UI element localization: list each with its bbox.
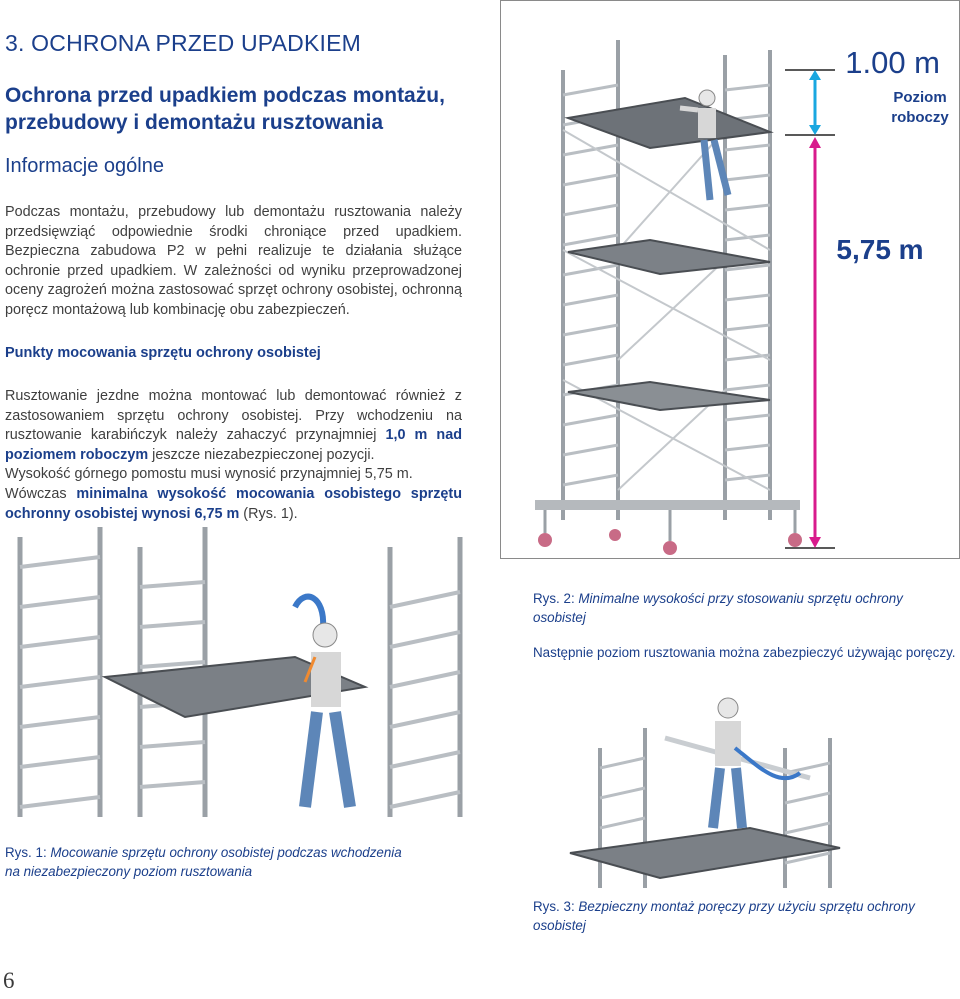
figure-3-illustration [530, 688, 850, 888]
attachment-text-3: Wysokość górnego pomostu musi wynosić przynajmniej 5,75 m. [5, 466, 413, 483]
figure-2-caption-label: Rys. 2: [533, 591, 575, 606]
attachment-paragraph [5, 387, 462, 524]
dim-label-main: 5,75 m [836, 234, 924, 265]
attachment-text-4: Wówczas [5, 485, 77, 502]
figure-2-caption-text: Minimalne wysokości przy stosowaniu sprzętu ochrony osobistej [533, 591, 903, 625]
figure-2-caption [533, 589, 958, 627]
figure-1-caption [5, 843, 420, 881]
level-label-line1: Poziom [893, 89, 947, 106]
figure-2-scaffold-diagram [500, 0, 960, 560]
attachment-text-2: jeszcze niezabezpieczonej pozycji. [148, 446, 375, 463]
attachment-heading: Punkty mocowania sprzętu ochrony osobistej [5, 345, 321, 361]
attachment-text-1: Rusztowanie jezdne można montować lub demontować również z zastosowaniem sprzętu ochrony osobistej. Przy wchodzeniu na rusztowanie karabińczyk należy zahaczyć przynajmniej [5, 388, 462, 444]
figure-1-illustration [5, 527, 515, 827]
figure-3-caption [533, 897, 958, 935]
attachment-emph-2: minimalna wysokość mocowania osobistego sprzętu ochronny osobistej wynosi 6,75 m [5, 485, 462, 522]
figure-3-caption-label: Rys. 3: [533, 899, 575, 914]
figure-1-caption-text: Mocowanie sprzętu ochrony osobistej podczas wchodzenia na niezabezpieczony poziom rusztowania [5, 845, 402, 879]
page-number: 6 [3, 968, 15, 993]
figure-3-caption-text: Bezpieczny montaż poręczy przy użyciu sprzętu ochrony osobistej [533, 899, 915, 933]
next-step-text: Następnie poziom rusztowania można zabezpieczyć używając poręczy. [533, 645, 956, 660]
dim-label-top: 1.00 m [845, 45, 940, 80]
figure-2-frame [501, 1, 960, 559]
attachment-emph-1: 1,0 m nad poziomem roboczym [5, 427, 462, 463]
figure-1-caption-label: Rys. 1: [5, 845, 47, 860]
fig3-platform [570, 828, 840, 878]
level-label-line2: roboczy [891, 109, 949, 126]
intro-paragraph: Podczas montażu, przebudowy lub demontażu rusztowania należy przedsięwziąć odpowiednie środki chroniące przed upadkiem. Bezpieczna zabudowa P2 w pełni realizuje te działania służące ochronie przed upadkiem. W zależności od wyniku przeprowadzonej oceny zagrożeń można zastosować sprzęt ochrony osobistej, ochronną poręcz montażową lub kombinację obu zabezpieczeń. [5, 204, 462, 318]
section-title: Informacje ogólne [5, 155, 164, 177]
page-heading: 3. OCHRONA PRZED UPADKIEM [5, 30, 362, 56]
attachment-text-5: (Rys. 1). [239, 505, 298, 522]
worker-figure-1 [295, 597, 350, 807]
section-subheading: Ochrona przed upadkiem podczas montażu, przebudowy i demontażu rusztowania [5, 84, 445, 134]
